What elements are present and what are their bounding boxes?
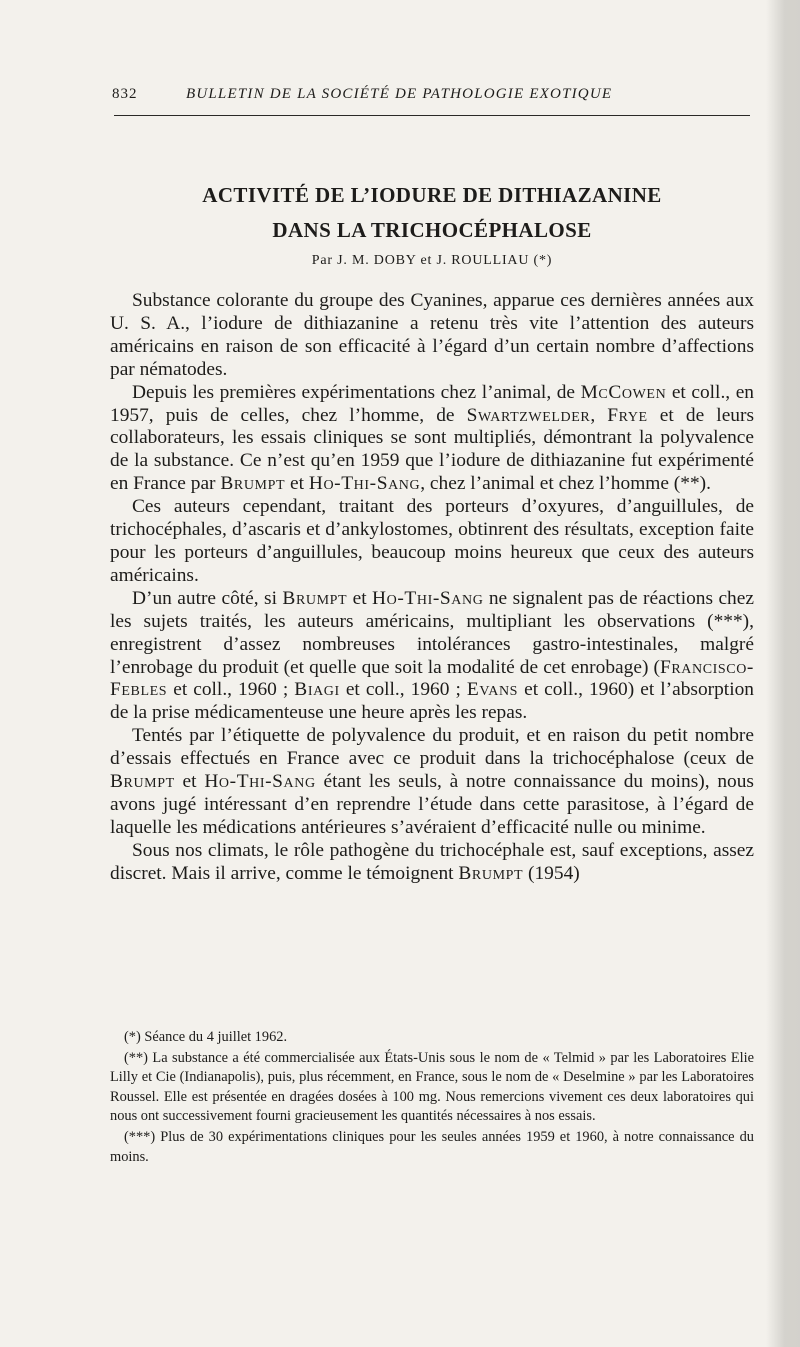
footnote: (***) Plus de 30 expérimentations cliniques pour les seules années 1959 et 1960, à notre connaissance du moins. — [110, 1128, 754, 1165]
article-byline: Par J. M. DOBY et J. ROULLIAU (*) — [311, 253, 553, 268]
body-paragraph — [110, 840, 754, 886]
body-paragraph — [110, 725, 754, 840]
text-run: D’un autre côté, si — [132, 587, 283, 609]
article-body — [110, 290, 754, 886]
text-run: et coll., en 1957, puis de celles, chez l’homme, de — [110, 381, 754, 426]
text-run: ne signalent pas de réactions chez les sujets traités, les auteurs américains, multipliant les observations (***), enregistrent d’assez nombreuses intolérances gastro-intestinales, malgré l’enrobage du produit (et quelle que soit la modalité de cet enrobage) ( — [110, 587, 754, 678]
running-header — [112, 86, 752, 108]
body-paragraph — [110, 290, 754, 382]
author-name: Brumpt — [282, 587, 348, 609]
text-run: Depuis les premières expérimentations chez l’animal, de — [132, 381, 581, 403]
footnote: (**) La substance a été commercialisée aux États-Unis sous le nom de « Telmid » par les Laboratoires Elie Lilly et Cie (Indianapolis), puis, plus récemment, en France, sous le nom de « Deselmine » par les Laboratoires Roussel. Elle est présentée en dragées dosées à 100 mg. Nous remercions vivement ces deux laboratoires qui nous ont successivement fourni gracieusement les quantités nécessaires à nos essais. — [110, 1049, 754, 1125]
article-title — [112, 178, 752, 248]
page-edge-shadow — [766, 0, 800, 1347]
page-number: 832 — [112, 86, 138, 102]
text-run: Ces auteurs cependant, traitant des porteurs d’oxyures, d’anguillules, de trichocéphales, d’ascaris et d’ankylostomes, obtinrent des résultats, exception faite pour les porteurs d’anguillules, beaucoup moins heureux que ceux des auteurs américains. — [110, 496, 754, 586]
text-run: , — [590, 404, 608, 426]
body-paragraph — [110, 382, 754, 497]
author-name: McCowen — [580, 381, 667, 403]
text-run: (1954) — [523, 862, 580, 884]
article-title-line-1: ACTIVITÉ DE L’IODURE DE DITHIAZANINE — [202, 183, 662, 207]
text-run: et — [347, 587, 373, 609]
author-name: Evans — [466, 679, 519, 701]
body-paragraph — [110, 496, 754, 588]
text-run: Substance colorante du groupe des Cyanines, apparue ces dernières années aux U. S. A., l’iodure de dithiazanine a retenu très vite l’attention des auteurs américains en raison de son efficacité à l’égard d’un certain nombre d’affections par nématodes. — [110, 290, 754, 380]
text-run: , chez l’animal et chez l’homme (**). — [420, 473, 711, 495]
text-run: étant les seuls, à notre connaissance du moins), nous avons jugé intéressant d’en reprendre l’étude dans cette parasitose, à l’égard de laquelle les médications antérieures s’avéraient d’efficacité nulle ou minime. — [110, 771, 754, 838]
article-title-line-2: DANS LA TRICHOCÉPHALOSE — [272, 218, 592, 242]
body-paragraph — [110, 588, 754, 725]
author-name: Brumpt — [220, 473, 286, 495]
author-name: Brumpt — [458, 862, 524, 884]
text-run: Sous nos climats, le rôle pathogène du trichocéphale est, sauf exceptions, assez discret. Mais il arrive, comme le témoignent — [110, 839, 754, 884]
text-run: et — [174, 771, 205, 793]
text-run: et de leurs collaborateurs, les essais cliniques se sont multipliés, démontrant la polyvalence de la substance. Ce n’est qu’en 1959 que l’iodure de dithiazanine fut expérimenté en France par — [110, 404, 754, 495]
author-name: Biagi — [294, 679, 340, 701]
text-run: et coll., 1960) et l’absorption de la prise médicamenteuse une heure après les repas. — [110, 679, 754, 724]
author-name: Ho-Thi-Sang — [372, 587, 484, 609]
author-name: Brumpt — [110, 771, 175, 793]
author-name: Frye — [607, 404, 648, 426]
author-name: Ho-Thi-Sang — [204, 771, 316, 793]
author-name: Francisco-Febles — [110, 656, 754, 701]
author-name: Ho-Thi-Sang — [308, 473, 421, 495]
footnotes — [110, 1028, 754, 1168]
footnote: (*) Séance du 4 juillet 1962. — [124, 1029, 288, 1045]
author-name: Swartzwelder — [466, 404, 591, 426]
text-run: et coll., 1960 ; — [339, 679, 467, 701]
journal-title: BULLETIN DE LA SOCIÉTÉ DE PATHOLOGIE EXOTIQUE — [186, 86, 613, 102]
header-rule — [114, 115, 750, 116]
text-run: et coll., 1960 ; — [167, 679, 295, 701]
text-run: Tentés par l’étiquette de polyvalence du produit, et en raison du petit nombre d’essais effectués en France avec ce produit dans la trichocéphalose (ceux de — [110, 725, 754, 770]
text-run: et — [285, 473, 309, 495]
